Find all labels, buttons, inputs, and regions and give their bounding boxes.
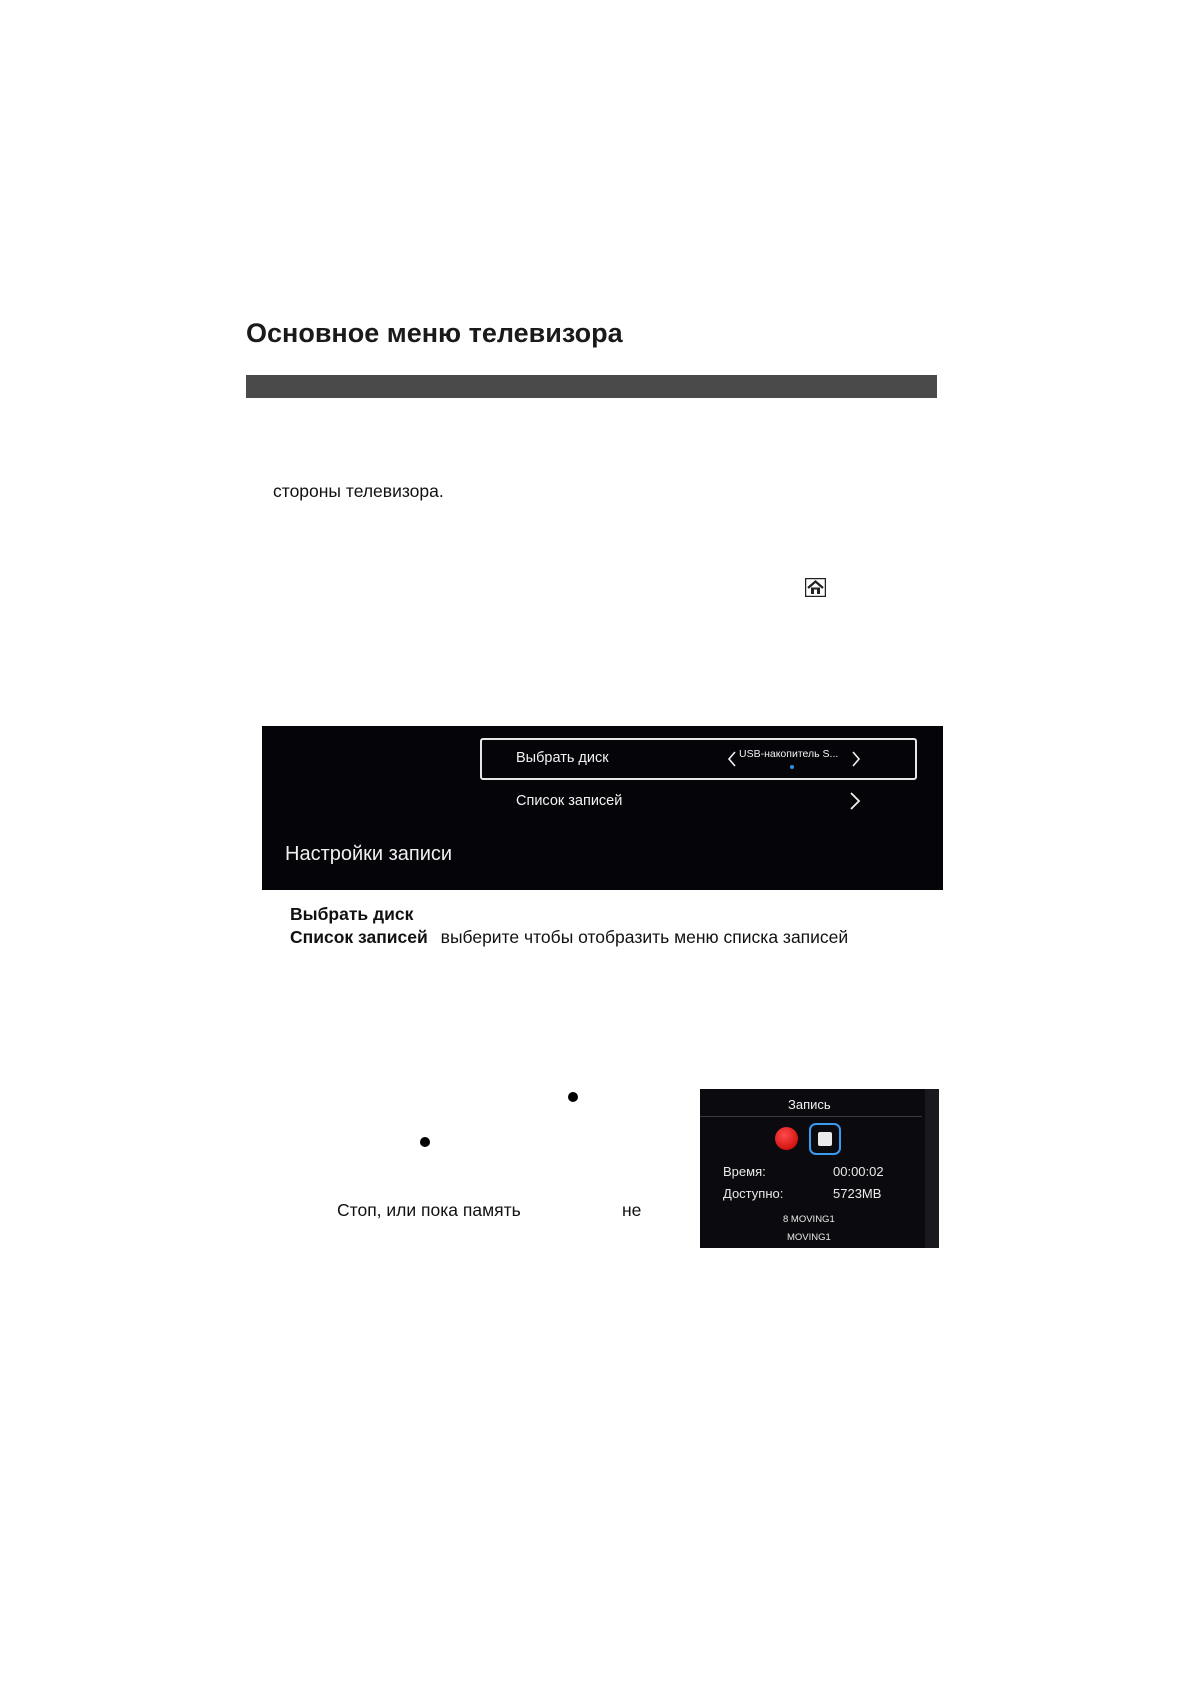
stop-button[interactable] [809,1123,841,1155]
recordings-list-row[interactable] [482,784,915,820]
bullet-icon [568,1092,578,1102]
recordings-list-term: Список записей [290,927,428,947]
time-value: 00:00:02 [833,1164,884,1179]
select-disk-value: USB-накопитель S... [739,748,839,760]
recording-settings-screenshot [262,726,943,890]
select-disk-term: Выбрать диск [290,904,414,924]
selection-indicator-dot [790,765,794,769]
recordings-list-description [290,927,848,948]
recording-dialog-title: Запись [788,1097,831,1112]
dialog-edge [925,1089,939,1248]
recording-dialog-screenshot [700,1089,939,1248]
title-divider-bar [246,375,937,398]
page-title: Основное меню телевизора [246,318,623,348]
program-info-line-2: MOVING1 [787,1232,831,1243]
recordings-list-text: выберите чтобы отобразить меню списка записей [440,927,849,947]
record-icon[interactable] [775,1127,798,1150]
stop-text-fragment-2: не [622,1200,642,1220]
chevron-left-icon[interactable] [727,751,737,767]
dialog-divider [700,1116,922,1117]
select-disk-label: Выбрать диск [516,750,609,766]
available-label: Доступно: [723,1186,784,1201]
stop-icon [818,1132,832,1146]
stop-text-fragment: Стоп, или пока память [337,1200,521,1220]
recording-settings-title: Настройки записи [285,843,453,865]
bullet-icon [420,1137,430,1147]
paragraph-fragment: стороны телевизора. [273,481,444,501]
chevron-right-icon [849,792,861,810]
chevron-right-icon[interactable] [851,751,861,767]
time-label: Время: [723,1164,766,1179]
recordings-list-label: Список записей [516,793,623,809]
available-value: 5723MB [833,1186,882,1201]
select-disk-row[interactable] [480,738,917,780]
home-icon [805,578,826,597]
program-info-line-1: 8 MOVING1 [783,1214,835,1225]
